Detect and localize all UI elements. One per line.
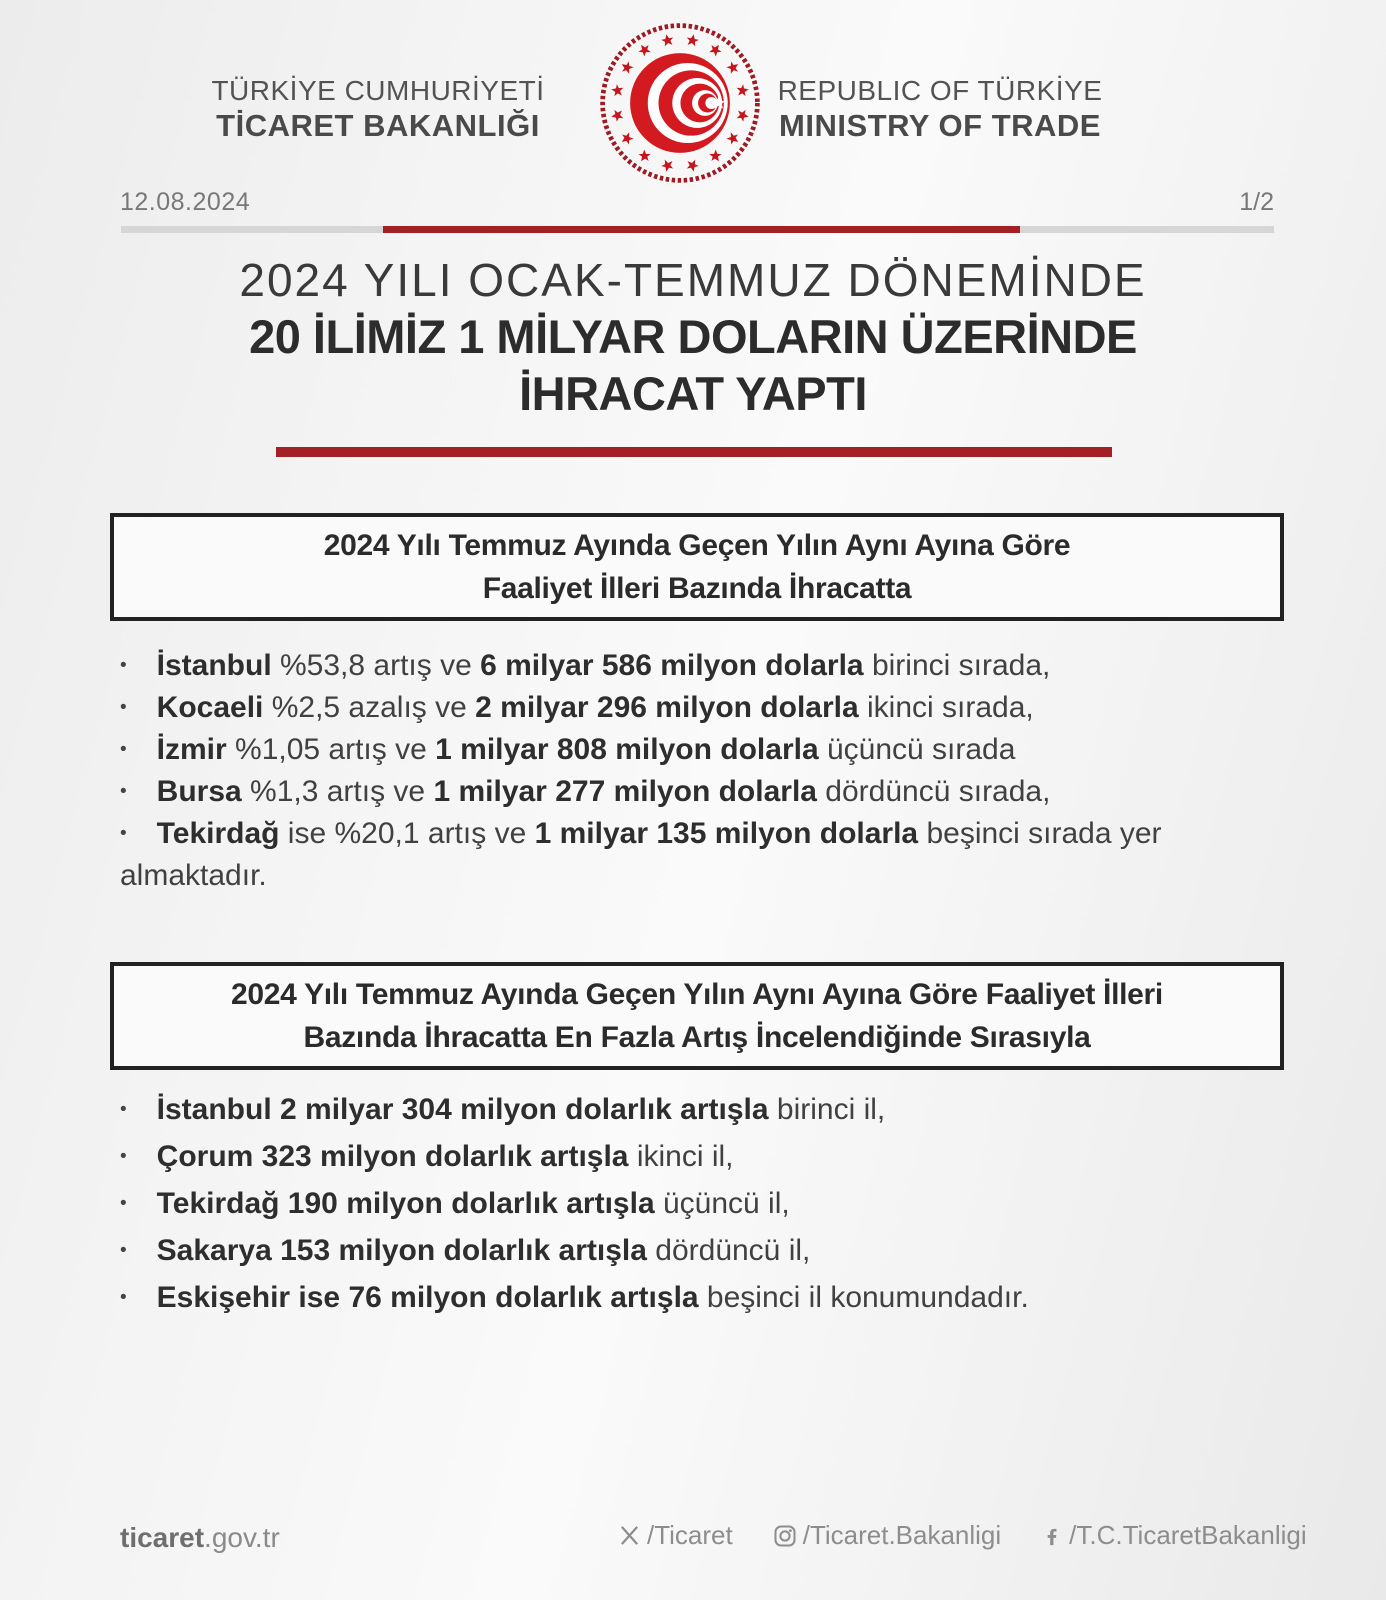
bullet-text: dördüncü il,: [646, 1234, 811, 1267]
bullet-text-bold: Bursa: [156, 775, 242, 808]
facebook-icon: [1041, 1525, 1063, 1547]
social-links: [618, 1520, 1307, 1551]
section2-heading-line2: Bazında İhracatta En Fazla Artış İncelendiğinde Sırasıyla: [303, 1021, 1091, 1054]
bullet-text-bold: Sakarya 153 milyon dolarlık artışla: [156, 1234, 647, 1267]
section1-bullet-list: [120, 645, 1278, 897]
bullet-text-bold: 1 milyar 135 milyon dolarla: [534, 817, 919, 850]
bullet-text: beşinci il konumundadır.: [698, 1281, 1029, 1314]
bullet-text-bold: İstanbul: [156, 649, 272, 682]
title-line2: 20 İLİMİZ 1 MİLYAR DOLARIN ÜZERİNDE: [249, 310, 1137, 363]
progress-bar-red-segment: [383, 226, 1020, 233]
org-tr-line1: TÜRKİYE CUMHURİYETİ: [211, 75, 545, 106]
instagram-link[interactable]: [773, 1520, 1001, 1551]
bullet-text: birinci il,: [768, 1093, 886, 1126]
x-handle: /Ticaret: [647, 1520, 733, 1550]
bullet-icon: •: [120, 1287, 127, 1308]
section2-heading-line1: 2024 Yılı Temmuz Ayında Geçen Yılın Aynı Ayına Göre Faaliyet İlleri: [231, 978, 1163, 1011]
bullet-text: %53,8 artış ve: [271, 649, 481, 682]
bullet-text-bold: 6 milyar 586 milyon dolarla: [480, 649, 864, 682]
bullet-text: ikinci il,: [628, 1140, 734, 1173]
bullet-text: ikinci sırada,: [858, 691, 1034, 724]
bullet-icon: •: [120, 1240, 127, 1261]
bullet-text: %2,5 azalış ve: [263, 691, 476, 724]
list-item: [120, 687, 1278, 729]
ministry-of-trade-logo-icon: [594, 14, 766, 192]
facebook-link[interactable]: [1041, 1520, 1306, 1551]
instagram-icon: [773, 1524, 797, 1548]
instagram-handle: /Ticaret.Bakanligi: [802, 1520, 1002, 1550]
bullet-text: ise %20,1 artış ve: [279, 817, 535, 850]
bullet-icon: •: [120, 823, 127, 844]
bullet-text-bold: İzmir: [156, 733, 227, 766]
list-item: [120, 1227, 1278, 1274]
website-link[interactable]: [120, 1522, 280, 1554]
list-item: [120, 729, 1278, 771]
website-rest-part: .gov.tr: [204, 1522, 280, 1553]
section1-heading-line1: 2024 Yılı Temmuz Ayında Geçen Yılın Aynı Ayına Göre: [323, 529, 1071, 562]
bullet-icon: •: [120, 697, 127, 718]
progress-bar-gray-right: [1020, 226, 1274, 233]
bullet-text-bold: Eskişehir ise 76 milyon dolarlık artışla: [156, 1281, 699, 1314]
bullet-text: birinci sırada,: [863, 649, 1051, 682]
title-line1: 2024 YILI OCAK-TEMMUZ DÖNEMİNDE: [239, 254, 1147, 306]
ministry-name-turkish: [158, 74, 598, 144]
x-twitter-icon: [618, 1524, 641, 1547]
list-item: [120, 645, 1278, 687]
website-bold-part: ticaret: [120, 1522, 205, 1553]
date-label: 12.08.2024: [120, 188, 251, 216]
org-en-line2: MINISTRY OF TRADE: [779, 108, 1101, 143]
org-en-line1: REPUBLIC OF TÜRKİYE: [777, 75, 1103, 106]
bullet-text-bold: Kocaeli: [156, 691, 264, 724]
bullet-text-bold: Çorum 323 milyon dolarlık artışla: [156, 1140, 629, 1173]
section1-heading-line2: Faaliyet İlleri Bazında İhracatta: [482, 572, 912, 605]
title-line3: İHRACAT YAPTI: [519, 367, 867, 420]
list-item: [120, 771, 1278, 813]
bullet-text-bold: İstanbul 2 milyar 304 milyon dolarlık artışla: [156, 1093, 769, 1126]
bullet-text-bold: Tekirdağ: [156, 817, 280, 850]
bullet-text: %1,05 artış ve: [226, 733, 436, 766]
progress-bar-gray-left: [121, 226, 383, 233]
bullet-text-bold: 2 milyar 296 milyon dolarla: [475, 691, 859, 724]
page-title: [0, 252, 1386, 422]
bullet-text: üçüncü sırada: [818, 733, 1016, 766]
facebook-handle: /T.C.TicaretBakanligi: [1069, 1520, 1307, 1550]
section2-bullet-list: [120, 1086, 1278, 1321]
progress-bar: [121, 226, 1274, 233]
bullet-text: %1,3 artış ve: [241, 775, 434, 808]
bullet-icon: •: [120, 781, 127, 802]
list-item: [120, 1274, 1278, 1321]
x-twitter-link[interactable]: [618, 1520, 733, 1551]
list-item: [120, 1086, 1278, 1133]
section1-heading-box: [110, 513, 1284, 621]
bullet-icon: •: [120, 655, 127, 676]
bullet-icon: •: [120, 1146, 127, 1167]
title-underline-rule: [276, 447, 1112, 457]
bullet-text-bold: 1 milyar 277 milyon dolarla: [433, 775, 817, 808]
list-item: [120, 813, 1278, 897]
section2-heading-box: [110, 962, 1284, 1070]
bullet-icon: •: [120, 739, 127, 760]
bullet-text-bold: 1 milyar 808 milyon dolarla: [435, 733, 819, 766]
list-item: [120, 1133, 1278, 1180]
page-indicator: 1/2: [1239, 188, 1274, 216]
bullet-icon: •: [120, 1193, 127, 1214]
org-tr-line2: TİCARET BAKANLIĞI: [216, 108, 540, 143]
bullet-text-bold: Tekirdağ 190 milyon dolarlık artışla: [156, 1187, 655, 1220]
bullet-text: beşinci sırada yer almaktadır.: [120, 817, 1162, 892]
bullet-text: dördüncü sırada,: [816, 775, 1051, 808]
ministry-name-english: [760, 74, 1120, 144]
list-item: [120, 1180, 1278, 1227]
bullet-text: üçüncü il,: [654, 1187, 790, 1220]
bullet-icon: •: [120, 1099, 127, 1120]
